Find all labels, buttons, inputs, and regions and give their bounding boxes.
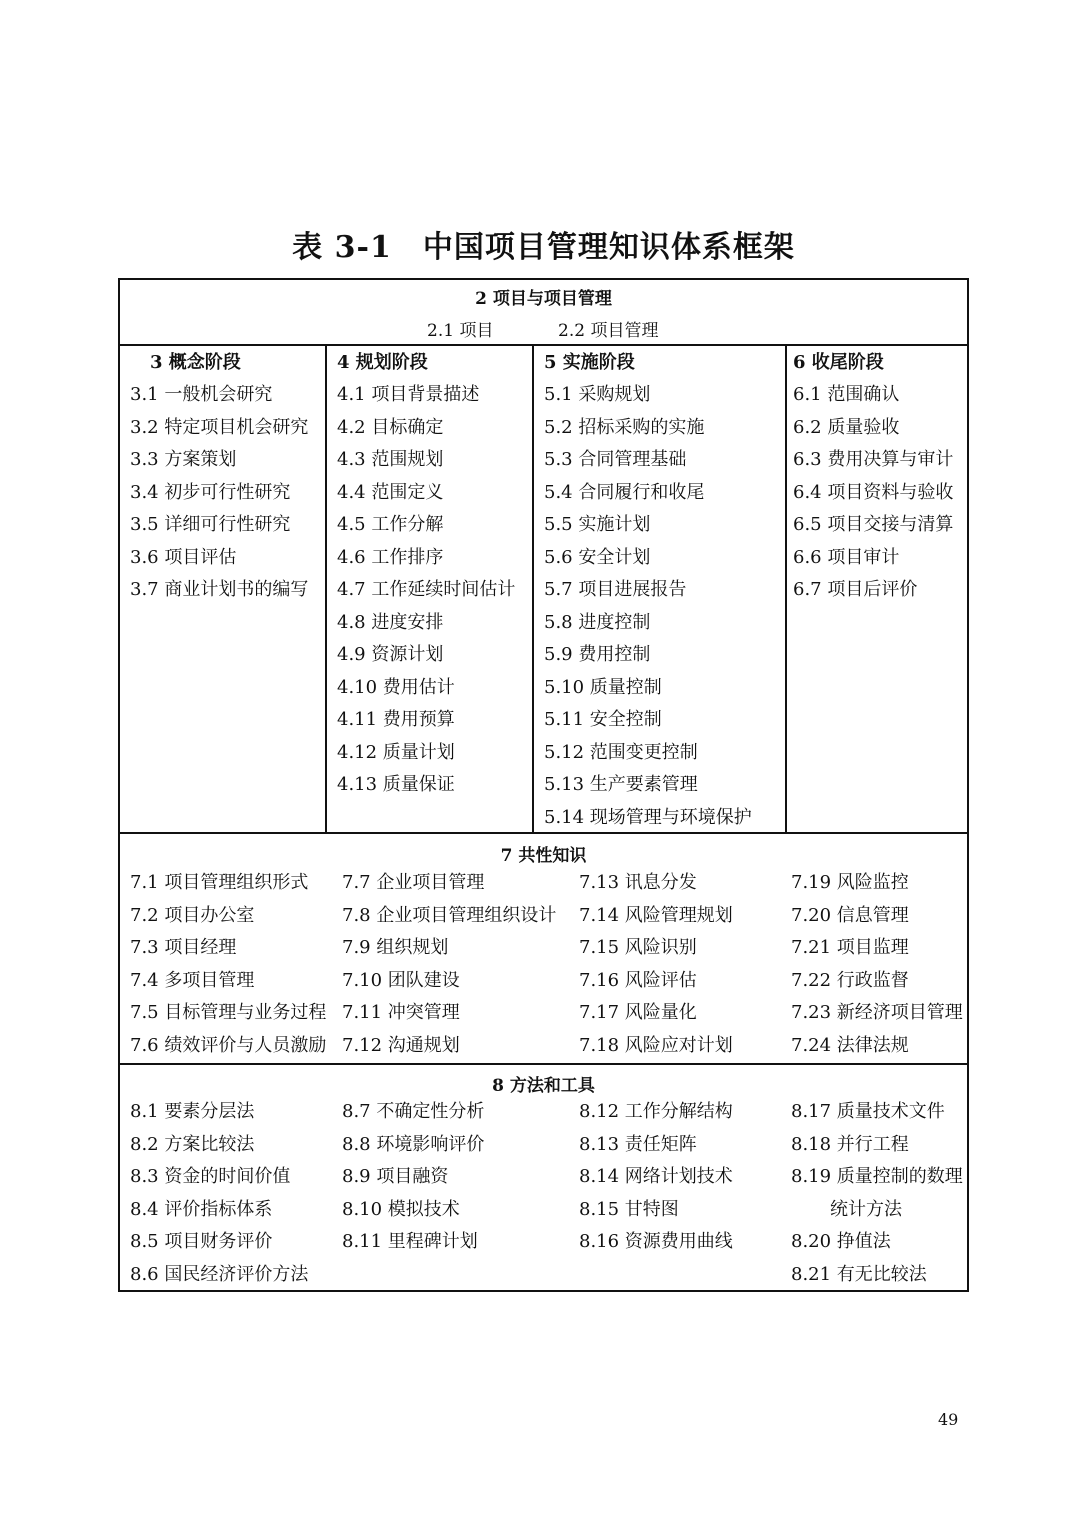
list-item: 8.9 项目融资 [342, 1166, 449, 1187]
list-item: 4.6 工作排序 [337, 546, 444, 568]
list-item: 8.11 里程碑计划 [342, 1231, 478, 1252]
list-item-continuation: 统计方法 [830, 1198, 902, 1220]
phase-column-implementation [544, 347, 752, 834]
list-item: 5.8 进度控制 [544, 611, 651, 633]
list-item: 8.14 网络计划技术 [579, 1166, 733, 1187]
list-item: 6.6 项目审计 [793, 546, 900, 568]
list-item: 6.7 项目后评价 [793, 579, 918, 600]
page-number: 49 [938, 1410, 959, 1429]
list-item: 7.9 组织规划 [342, 937, 449, 958]
list-item: 4.1 项目背景描述 [337, 384, 480, 405]
list-item: 6.4 项目资料与验收 [793, 481, 954, 503]
list-item: 7.11 冲突管理 [342, 1002, 460, 1023]
phase-column-planning [337, 347, 515, 802]
list-item: 5.7 项目进展报告 [544, 579, 687, 600]
list-item: 8.21 有无比较法 [791, 1263, 927, 1285]
divider-col3 [785, 344, 787, 833]
list-item: 4.8 进度安排 [337, 611, 444, 633]
list-item: 8.6 国民经济评价方法 [130, 1263, 309, 1285]
list-item: 7.14 风险管理规划 [579, 904, 733, 926]
list-item: 8.15 甘特图 [579, 1198, 679, 1220]
list-item: 7.20 信息管理 [791, 904, 909, 926]
list-item: 7.16 风险评估 [579, 969, 697, 991]
phase-header: 6 收尾阶段 [793, 352, 884, 373]
section-8-column-3 [579, 1096, 733, 1259]
phase-header: 5 实施阶段 [544, 352, 635, 373]
list-item: 5.1 采购规划 [544, 384, 651, 405]
section-2-item: 2.2 项目管理 [558, 321, 659, 341]
list-item: 3.3 方案策划 [130, 449, 237, 470]
list-item: 4.10 费用估计 [337, 676, 455, 698]
divider-section8-top [118, 1063, 969, 1065]
section-2-item: 2.1 项目 [427, 321, 494, 341]
list-item: 3.5 详细可行性研究 [130, 514, 291, 535]
list-item: 8.12 工作分解结构 [579, 1101, 733, 1122]
section-7-column-2 [342, 867, 556, 1062]
section-7-column-3 [579, 867, 733, 1062]
list-item: 7.15 风险识别 [579, 937, 697, 958]
list-item: 5.11 安全控制 [544, 709, 662, 730]
list-item: 5.9 费用控制 [544, 644, 651, 665]
section-7-header: 7 共性知识 [500, 846, 587, 866]
list-item: 7.4 多项目管理 [130, 969, 255, 991]
phase-header: 4 规划阶段 [337, 352, 428, 373]
list-item: 4.7 工作延续时间估计 [337, 579, 516, 600]
list-item: 4.11 费用预算 [337, 709, 455, 730]
section-7-column-1 [130, 867, 326, 1062]
page-title: 表 3-1 中国项目管理知识体系框架 [292, 230, 795, 265]
divider-phases-top [118, 344, 969, 346]
list-item: 7.12 沟通规划 [342, 1034, 460, 1056]
list-item: 3.2 特定项目机会研究 [130, 416, 309, 438]
list-item: 5.12 范围变更控制 [544, 741, 698, 763]
list-item: 8.2 方案比较法 [130, 1133, 255, 1155]
list-item: 8.3 资金的时间价值 [130, 1166, 291, 1187]
list-item: 6.2 质量验收 [793, 416, 900, 438]
list-item: 7.2 项目办公室 [130, 904, 255, 926]
list-item: 8.1 要素分层法 [130, 1101, 255, 1122]
divider-col1 [325, 344, 327, 833]
list-item: 5.14 现场管理与环境保护 [544, 806, 752, 828]
list-item: 6.5 项目交接与清算 [793, 514, 954, 535]
list-item: 8.19 质量控制的数理 [791, 1166, 963, 1187]
list-item: 3.6 项目评估 [130, 546, 237, 568]
list-item: 7.23 新经济项目管理 [791, 1002, 963, 1023]
section-2-header: 2 项目与项目管理 [475, 289, 612, 309]
list-item: 7.6 绩效评价与人员激励 [130, 1034, 327, 1056]
section-8-column-4 [791, 1096, 963, 1291]
list-item: 7.18 风险应对计划 [579, 1034, 733, 1056]
list-item: 7.5 目标管理与业务过程 [130, 1002, 327, 1023]
list-item: 4.2 目标确定 [337, 416, 444, 438]
list-item: 5.13 生产要素管理 [544, 774, 698, 795]
list-item: 7.22 行政监督 [791, 969, 909, 991]
list-item: 4.9 资源计划 [337, 644, 444, 665]
list-item: 3.7 商业计划书的编写 [130, 579, 309, 600]
list-item: 4.5 工作分解 [337, 514, 444, 535]
phase-column-closing [793, 347, 953, 607]
list-item: 8.18 并行工程 [791, 1133, 909, 1155]
list-item: 8.4 评价指标体系 [130, 1198, 273, 1220]
list-item: 3.4 初步可行性研究 [130, 481, 291, 503]
list-item: 6.3 费用决算与审计 [793, 449, 954, 470]
list-item: 4.4 范围定义 [337, 481, 444, 503]
list-item: 7.21 项目监理 [791, 937, 909, 958]
list-item: 8.13 责任矩阵 [579, 1133, 697, 1155]
list-item: 7.19 风险监控 [791, 872, 909, 893]
list-item: 5.4 合同履行和收尾 [544, 481, 705, 503]
list-item: 7.8 企业项目管理组织设计 [342, 904, 557, 926]
divider-col2 [532, 344, 534, 833]
phase-column-concept [130, 347, 308, 607]
list-item: 8.7 不确定性分析 [342, 1101, 485, 1122]
list-item: 8.8 环境影响评价 [342, 1133, 485, 1155]
section-8-column-2 [342, 1096, 484, 1259]
list-item: 7.24 法律法规 [791, 1034, 909, 1056]
list-item: 5.6 安全计划 [544, 546, 651, 568]
list-item: 7.17 风险量化 [579, 1002, 697, 1023]
section-8-header: 8 方法和工具 [492, 1076, 595, 1096]
list-item: 8.16 资源费用曲线 [579, 1231, 733, 1252]
list-item: 5.2 招标采购的实施 [544, 416, 705, 438]
list-item: 7.3 项目经理 [130, 937, 237, 958]
list-item: 3.1 一般机会研究 [130, 384, 273, 405]
list-item: 8.5 项目财务评价 [130, 1231, 273, 1252]
list-item: 7.10 团队建设 [342, 969, 460, 991]
list-item: 8.20 挣值法 [791, 1231, 891, 1252]
list-item: 7.7 企业项目管理 [342, 872, 485, 893]
list-item: 8.17 质量技术文件 [791, 1101, 945, 1122]
list-item: 7.13 讯息分发 [579, 872, 697, 893]
section-8-column-1 [130, 1096, 308, 1291]
list-item: 5.5 实施计划 [544, 514, 651, 535]
list-item: 7.1 项目管理组织形式 [130, 872, 309, 893]
list-item: 4.3 范围规划 [337, 449, 444, 470]
list-item: 5.3 合同管理基础 [544, 449, 687, 470]
phase-header: 3 概念阶段 [150, 352, 241, 373]
list-item: 4.12 质量计划 [337, 741, 455, 763]
section-7-column-4 [791, 867, 963, 1062]
list-item: 4.13 质量保证 [337, 774, 455, 795]
list-item: 6.1 范围确认 [793, 384, 900, 405]
list-item: 5.10 质量控制 [544, 676, 662, 698]
list-item: 8.10 模拟技术 [342, 1198, 460, 1220]
